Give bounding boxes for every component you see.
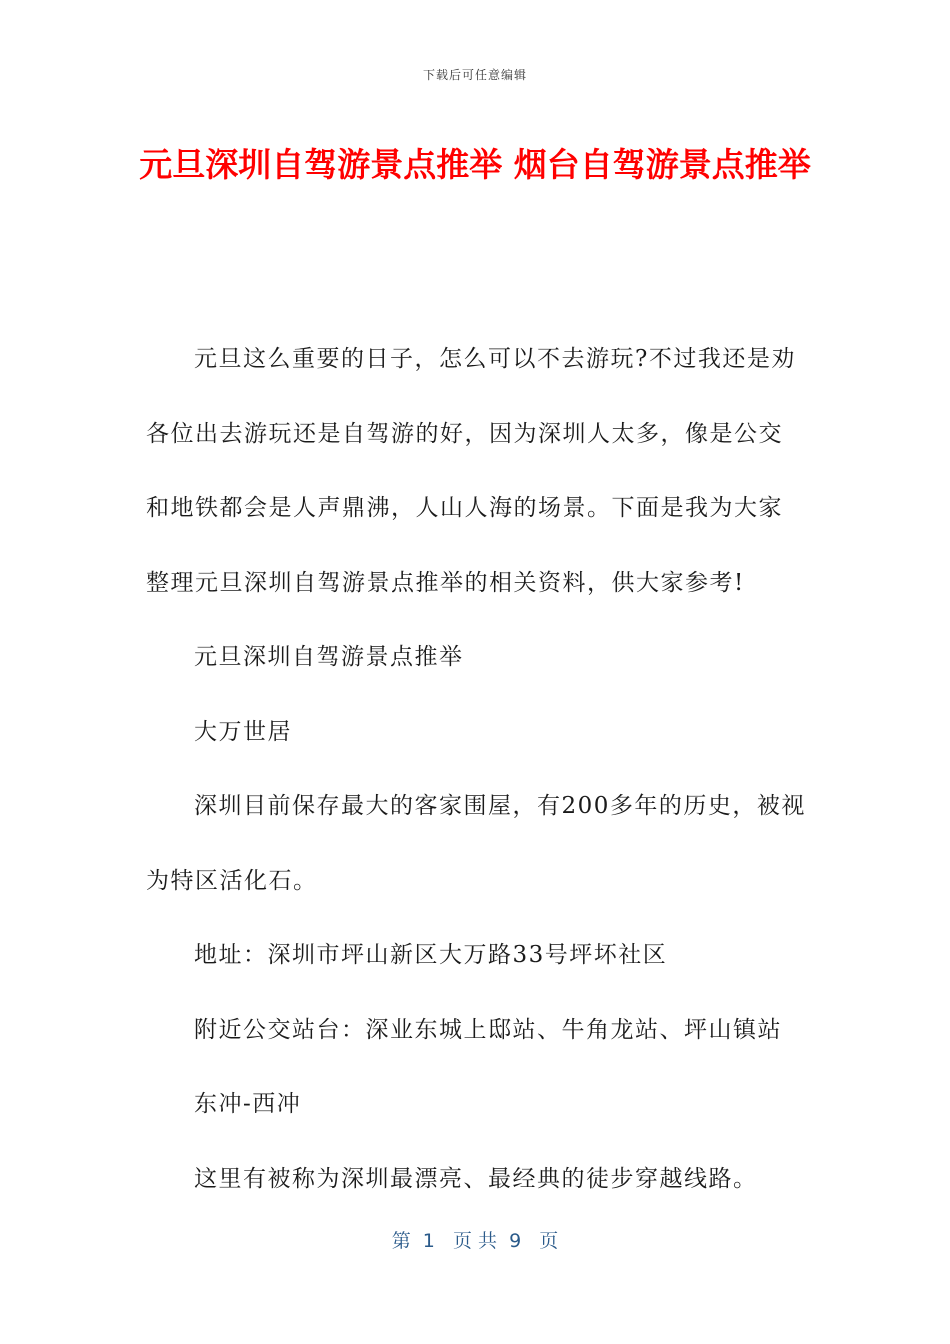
attraction-description-dawan: 深圳目前保存最大的客家围屋，有200多年的历史，被视为特区活化石。 (146, 793, 806, 894)
document-body (146, 322, 806, 1216)
header-note: 下载后可任意编辑 (422, 68, 527, 82)
attraction-address: 地址：深圳市坪山新区大万路33号坪坏社区 (194, 942, 668, 968)
document-title: 元旦深圳自驾游景点推举 烟台自驾游景点推举 (139, 145, 811, 184)
page-number-footer: 第 1 页 共 9 页 (391, 1230, 559, 1252)
nearby-bus-stops: 附近公交站台：深业东城上邸站、牛角龙站、坪山镇站 (194, 1016, 782, 1043)
attraction-name-dongchong: 东冲-西冲 (194, 1091, 302, 1117)
attraction-name-dawan: 大万世居 (194, 718, 292, 745)
section-heading: 元旦深圳自驾游景点推举 (194, 644, 464, 670)
intro-paragraph: 元旦这么重要的日子，怎么可以不去游玩?不过我还是劝各位出去游玩还是自驾游的好，因为深圳人太多，像是公交和地铁都会是人声鼎沸，人山人海的场景。下面是我为大家整理元旦深圳自驾游景点推举的相关资料，供大家参考! (146, 346, 796, 596)
attraction-description-dongchong: 这里有被称为深圳最漂亮、最经典的徒步穿越线路。 (194, 1165, 758, 1192)
